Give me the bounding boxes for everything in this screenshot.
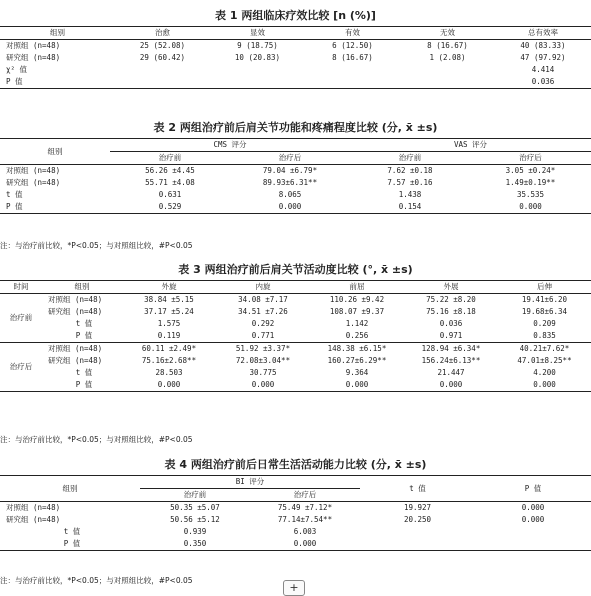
- row-label: 对照组 (n=48): [6, 503, 61, 512]
- t4-header-t: t 值: [360, 476, 475, 502]
- t1-header-ineffective: 无效: [400, 27, 495, 40]
- cell: 0.036: [495, 76, 591, 89]
- cell: 0.000: [498, 379, 591, 392]
- table3-caption: 表 3 两组治疗前后肩关节活动度比较 (°, x̄ ±s): [178, 263, 413, 276]
- cell: 0.835: [498, 330, 591, 343]
- cell: 25 (52.08): [139, 41, 186, 50]
- cell: 38.84 ±5.15: [144, 295, 194, 304]
- cell: 0.292: [251, 319, 275, 328]
- cell: 50.56 ±5.12: [170, 515, 220, 524]
- table-row: [0, 514, 591, 526]
- row-label: 研究组 (n=48): [48, 307, 103, 316]
- table-row: [0, 538, 591, 551]
- table4-header-row: [0, 476, 591, 489]
- cell: 9.364: [345, 368, 369, 377]
- cell: 8 (16.67): [332, 53, 373, 62]
- cell: 56.26 ±4.45: [145, 166, 195, 175]
- t3-header-group: 组别: [42, 281, 122, 294]
- cell: 128.94 ±6.34*: [421, 344, 481, 353]
- cell: 9 (18.75): [237, 41, 278, 50]
- t3-header-extension: 后伸: [498, 281, 591, 294]
- t1-header-effective: 有效: [305, 27, 400, 40]
- cell: 47 (97.92): [520, 53, 566, 62]
- cell: 72.08±3.04**: [235, 356, 291, 365]
- t4-header-bi: BI 评分: [140, 476, 360, 489]
- cell: 77.14±7.54**: [277, 515, 333, 524]
- cell: [475, 526, 591, 538]
- table-row: [0, 294, 591, 307]
- cell: [115, 76, 210, 89]
- cell: 0.000: [216, 379, 310, 392]
- cell: 1.142: [345, 319, 369, 328]
- cell: 75.49 ±7.12*: [277, 503, 333, 512]
- cell: 89.93±6.31**: [262, 178, 318, 187]
- row-label: t 值: [63, 527, 81, 536]
- t2-sub-after: 治疗后: [230, 152, 350, 165]
- row-label: 对照组 (n=48): [6, 166, 61, 175]
- cell: 0.256: [310, 330, 404, 343]
- table-row: [0, 52, 591, 64]
- t1-header-group: 组别: [0, 27, 115, 40]
- cell: 60.11 ±2.49*: [141, 344, 197, 353]
- cell: 21.447: [437, 368, 465, 377]
- cell: 0.000: [404, 379, 498, 392]
- cell: [305, 64, 400, 76]
- cell: 0.000: [521, 515, 545, 524]
- t2-header-group: 组别: [0, 139, 110, 165]
- t4-sub-before: 治疗前: [140, 489, 250, 502]
- t2-header-cms: CMS 评分: [110, 139, 350, 152]
- row-label: P 值: [42, 330, 122, 343]
- table-row: [0, 201, 591, 214]
- table-row: [0, 330, 591, 343]
- table-row: [0, 64, 591, 76]
- cell: 1.49±0.19**: [505, 178, 556, 187]
- table3-header-row: [0, 281, 591, 294]
- row-label: P 值: [0, 538, 140, 551]
- table1-caption: 表 1 两组临床疗效比较 [n (%)]: [215, 9, 376, 22]
- cell: 0.000: [310, 379, 404, 392]
- cell: [115, 64, 210, 76]
- plus-icon: +: [289, 581, 299, 594]
- cell: 160.27±6.29**: [327, 356, 387, 365]
- cell: 110.26 ±9.42: [329, 295, 385, 304]
- table-row: [0, 367, 591, 379]
- cell: 20.250: [403, 515, 432, 524]
- row-label: t 值: [75, 368, 93, 377]
- cell: 0.771: [216, 330, 310, 343]
- cell: 1.438: [398, 190, 422, 199]
- cell: 40 (83.33): [520, 41, 566, 50]
- cell: 30.775: [249, 368, 277, 377]
- cell: 37.17 ±5.24: [144, 307, 194, 316]
- table4: [0, 475, 591, 551]
- cell: 1.575: [157, 319, 181, 328]
- cell: 34.08 ±7.17: [238, 295, 288, 304]
- cell: 0.631: [158, 190, 182, 199]
- cell: 148.38 ±6.15*: [327, 344, 387, 353]
- t3-header-time: 时间: [0, 281, 42, 294]
- row-label: 研究组 (n=48): [6, 515, 61, 524]
- cell: 29 (60.42): [139, 53, 186, 62]
- table-row: [0, 40, 591, 53]
- cell: 19.927: [403, 503, 432, 512]
- cell: 0.119: [122, 330, 216, 343]
- row-label: 研究组 (n=48): [6, 53, 61, 62]
- cell: 3.05 ±0.24*: [505, 166, 556, 175]
- table-row: [0, 343, 591, 356]
- cell: [475, 538, 591, 551]
- row-label: 对照组 (n=48): [6, 41, 61, 50]
- cell: 4.200: [533, 368, 556, 377]
- row-label: χ² 值: [6, 65, 28, 74]
- cell: 47.01±8.25**: [517, 356, 572, 365]
- row-label: P 值: [42, 379, 122, 392]
- cell: 28.503: [155, 368, 183, 377]
- t3-header-flexion: 前屈: [310, 281, 404, 294]
- table2-caption: 表 2 两组治疗前后肩关节功能和疼痛程度比较 (分, x̄ ±s): [153, 121, 438, 134]
- cell: 1 (2.08): [429, 53, 466, 62]
- cell: 10 (20.83): [234, 53, 281, 62]
- table-row: [0, 76, 591, 89]
- cell: 0.000: [122, 379, 216, 392]
- t3-header-internal: 内旋: [216, 281, 310, 294]
- table-row: [0, 355, 591, 367]
- cell: 0.209: [533, 319, 556, 328]
- table4-caption: 表 4 两组治疗前后日常生活活动能力比较 (分, x̄ ±s): [164, 458, 427, 471]
- t1-header-marked: 显效: [210, 27, 305, 40]
- cell: 55.71 ±4.08: [145, 178, 195, 187]
- table2-note: 注：与治疗前比较，*P<0.05；与对照组比较，#P<0.05: [0, 241, 193, 250]
- cell: 6.003: [293, 527, 317, 536]
- table4-note: 注：与治疗前比较，*P<0.05；与对照组比较，#P<0.05: [0, 576, 193, 585]
- cell: [305, 76, 400, 89]
- row-label: P 值: [0, 201, 110, 214]
- zoom-in-button[interactable]: [283, 580, 305, 596]
- t4-sub-after: 治疗后: [250, 489, 360, 502]
- cell: 0.036: [439, 319, 463, 328]
- cell: 0.350: [140, 538, 250, 551]
- cell: 8 (16.67): [427, 41, 468, 50]
- table-row: [0, 318, 591, 330]
- cell: 6 (12.50): [332, 41, 373, 50]
- cell: 0.000: [230, 201, 350, 214]
- t3-after-label: 治疗后: [0, 343, 42, 392]
- cell: [360, 538, 475, 551]
- table-row: [0, 165, 591, 178]
- cell: [210, 76, 305, 89]
- row-label: t 值: [6, 190, 23, 199]
- table-row: [0, 526, 591, 538]
- t2-sub-before: 治疗前: [110, 152, 230, 165]
- table-row: [0, 306, 591, 318]
- cell: 0.939: [183, 527, 207, 536]
- table1: [0, 26, 591, 89]
- t1-header-total: 总有效率: [495, 27, 591, 40]
- t4-header-p: P 值: [475, 476, 591, 502]
- t1-header-cured: 治愈: [115, 27, 210, 40]
- cell: 0.000: [250, 538, 360, 551]
- cell: 19.68±6.34: [521, 307, 568, 316]
- t3-header-abduction: 外展: [404, 281, 498, 294]
- cell: 79.04 ±6.79*: [262, 166, 318, 175]
- cell: 75.22 ±8.20: [426, 295, 476, 304]
- table2-header-row: [0, 139, 591, 152]
- table1-header-row: [0, 27, 591, 40]
- cell: 8.065: [278, 190, 302, 199]
- cell: 0.154: [350, 201, 470, 214]
- t2-header-vas: VAS 评分: [350, 139, 591, 152]
- table-row: [0, 189, 591, 201]
- cell: 75.16 ±8.18: [426, 307, 476, 316]
- row-label: 研究组 (n=48): [6, 178, 61, 187]
- cell: 108.07 ±9.37: [329, 307, 385, 316]
- cell: 19.41±6.20: [521, 295, 568, 304]
- row-label: 研究组 (n=48): [48, 356, 103, 365]
- cell: 50.35 ±5.07: [170, 503, 220, 512]
- cell: 51.92 ±3.37*: [235, 344, 291, 353]
- cell: [400, 64, 495, 76]
- row-label: P 值: [0, 76, 115, 89]
- cell: 35.535: [516, 190, 545, 199]
- cell: 156.24±6.13**: [421, 356, 481, 365]
- t4-header-group: 组别: [0, 476, 140, 502]
- t3-before-label: 治疗前: [0, 294, 42, 343]
- t2-sub-after: 治疗后: [470, 152, 591, 165]
- table-row: [0, 379, 591, 392]
- table-row: [0, 502, 591, 515]
- table2: [0, 138, 591, 214]
- cell: 0.529: [110, 201, 230, 214]
- cell: 0.000: [521, 503, 545, 512]
- cell: 4.414: [531, 65, 555, 74]
- cell: [210, 64, 305, 76]
- cell: 40.21±7.62*: [519, 344, 570, 353]
- row-label: 对照组 (n=48): [48, 344, 103, 353]
- row-label: t 值: [75, 319, 93, 328]
- cell: 0.971: [404, 330, 498, 343]
- cell: [400, 76, 495, 89]
- table-row: [0, 177, 591, 189]
- cell: 34.51 ±7.26: [238, 307, 288, 316]
- t3-header-external: 外旋: [122, 281, 216, 294]
- cell: 75.16±2.68**: [141, 356, 197, 365]
- cell: 7.57 ±0.16: [387, 178, 433, 187]
- t2-sub-before: 治疗前: [350, 152, 470, 165]
- row-label: 对照组 (n=48): [48, 295, 103, 304]
- cell: [360, 526, 475, 538]
- cell: 0.000: [470, 201, 591, 214]
- cell: 7.62 ±0.18: [387, 166, 433, 175]
- table3: [0, 280, 591, 392]
- table3-note: 注：与治疗前比较，*P<0.05；与对照组比较，#P<0.05: [0, 435, 193, 444]
